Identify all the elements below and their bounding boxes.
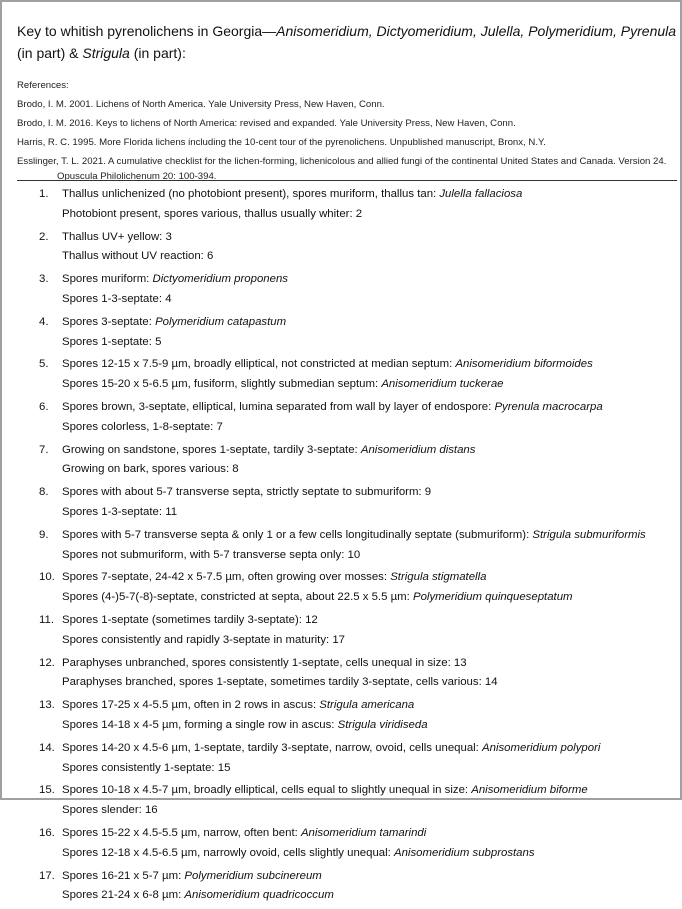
key-lead-a <box>2 185 682 205</box>
taxon-name: Anisomeridium quadricoccum <box>184 889 334 902</box>
key-lead-b <box>2 588 682 608</box>
key-lead-b <box>2 460 682 480</box>
lead-text: Spores 17-25 x 4-5.5 µm, often in 2 rows in ascus: <box>62 699 320 712</box>
key-lead-b <box>2 418 682 438</box>
key-lead-a <box>2 398 682 418</box>
taxon-name: Anisomeridium polypori <box>482 741 601 754</box>
lead-text: Paraphyses branched, spores 1-septate, sometimes tardily 3-septate, cells various: 14 <box>62 676 498 689</box>
taxon-name: Polymeridium subcinereum <box>184 869 322 882</box>
couplet-number: 9. <box>39 528 49 541</box>
key-couplet <box>2 696 682 736</box>
taxon-name: Strigula stigmatella <box>390 571 487 584</box>
dichotomous-key <box>2 185 682 909</box>
key-lead-b <box>2 673 682 693</box>
key-lead-b <box>2 716 682 736</box>
taxon-name: Strigula viridiseda <box>337 718 428 731</box>
key-lead-a <box>2 526 682 546</box>
key-couplet <box>2 568 682 608</box>
taxon-name: Anisomeridium distans <box>360 443 476 456</box>
lead-text: Spores not submuriform, with 5-7 transverse septa only: 10 <box>62 548 361 561</box>
lead-text: Spores muriform: <box>62 273 153 286</box>
title-mid: (in part) & <box>17 45 83 61</box>
lead-text: Photobiont present, spores various, thallus usually whiter: 2 <box>62 207 363 220</box>
taxon-name: Anisomeridium biforme <box>471 784 588 797</box>
key-couplet <box>2 654 682 694</box>
lead-text: Spores 12-15 x 7.5-9 µm, broadly elliptical, not constricted at median septum: <box>62 358 456 371</box>
lead-text: Spores colorless, 1-8-septate: 7 <box>62 420 223 433</box>
key-lead-a <box>2 441 682 461</box>
couplet-number: 8. <box>39 486 49 499</box>
key-couplet <box>2 611 682 651</box>
lead-text: Spores 1-septate: 5 <box>62 335 162 348</box>
lead-text: Spores (4-)5-7(-8)-septate, constricted at septa, about 22.5 x 5.5 µm: <box>62 591 413 604</box>
lead-text: Paraphyses unbranched, spores consistently 1-septate, cells unequal in size: 13 <box>62 656 467 669</box>
lead-text: Spores consistently 1-septate: 15 <box>62 761 231 774</box>
key-couplet <box>2 270 682 310</box>
key-couplet <box>2 867 682 907</box>
taxon-name: Dictyomeridium proponens <box>152 273 288 286</box>
lead-text: Growing on bark, spores various: 8 <box>62 463 239 476</box>
key-lead-b <box>2 631 682 651</box>
key-lead-a <box>2 654 682 674</box>
title-genus-last: Strigula <box>82 45 130 61</box>
lead-text: Spores 14-20 x 4.5-6 µm, 1-septate, tardily 3-septate, narrow, ovoid, cells unequal: <box>62 741 483 754</box>
key-couplet <box>2 483 682 523</box>
reference-item: Brodo, I. M. 2001. Lichens of North America. Yale University Press, New Haven, Conn. <box>17 99 385 110</box>
key-lead-b <box>2 503 682 523</box>
key-lead-b <box>2 546 682 566</box>
lead-text: Spores 10-18 x 4.5-7 µm, broadly elliptical, cells equal to slightly unequal in size: <box>62 784 472 797</box>
key-lead-b <box>2 333 682 353</box>
lead-text: Spores 7-septate, 24-42 x 5-7.5 µm, often growing over mosses: <box>62 571 391 584</box>
couplet-number: 5. <box>39 358 49 371</box>
taxon-name: Anisomeridium tuckerae <box>381 378 504 391</box>
references-heading: References: <box>17 80 69 91</box>
couplet-number: 11. <box>39 613 54 626</box>
key-lead-b <box>2 205 682 225</box>
title-suffix: (in part): <box>129 45 186 61</box>
key-couplet <box>2 781 682 821</box>
key-lead-a <box>2 739 682 759</box>
key-lead-b <box>2 247 682 267</box>
key-couplet <box>2 185 682 225</box>
lead-text: Thallus without UV reaction: 6 <box>62 250 214 263</box>
taxon-name: Anisomeridium subprostans <box>394 846 535 859</box>
key-lead-a <box>2 824 682 844</box>
key-couplet <box>2 739 682 779</box>
key-couplet <box>2 355 682 395</box>
couplet-number: 2. <box>39 230 49 243</box>
key-lead-a <box>2 355 682 375</box>
key-lead-b <box>2 886 682 906</box>
couplet-number: 16. <box>39 826 55 839</box>
couplet-number: 7. <box>39 443 49 456</box>
title-prefix: Key to whitish pyrenolichens in Georgia— <box>17 23 277 39</box>
key-lead-a <box>2 568 682 588</box>
couplet-number: 14. <box>39 741 55 754</box>
couplet-number: 4. <box>39 315 49 328</box>
section-divider <box>17 180 677 181</box>
reference-item: Esslinger, T. L. 2021. A cumulative checklist for the lichen-forming, lichenicolous and allied fungi of the continental United States and Canada. Version 24. Opuscula Philolichenum 20: 100-394. <box>17 156 667 182</box>
couplet-number: 3. <box>39 273 49 286</box>
reference-item: Harris, R. C. 1995. More Florida lichens including the 10-cent tour of the pyrenolichens. Unpublished manuscript, Bronx, N.Y. <box>17 137 546 148</box>
taxon-name: Pyrenula macrocarpa <box>494 400 603 413</box>
taxon-name: Polymeridium quinqueseptatum <box>412 591 573 604</box>
lead-text: Spores 1-3-septate: 4 <box>62 292 172 305</box>
taxon-name: Polymeridium catapastum <box>155 315 287 328</box>
page-title <box>17 20 677 64</box>
lead-text: Spores with 5-7 transverse septa & only 1 or a few cells longitudinally septate (submuriform): <box>62 528 533 541</box>
lead-text: Spores 12-18 x 4.5-6.5 µm, narrowly ovoid, cells slightly unequal: <box>62 846 394 859</box>
key-lead-b <box>2 375 682 395</box>
taxon-name: Julella fallaciosa <box>439 188 523 200</box>
lead-text: Spores slender: 16 <box>62 804 158 817</box>
couplet-number: 15. <box>39 784 55 797</box>
lead-text: Spores 3-septate: <box>62 315 156 328</box>
couplet-number: 13. <box>39 699 55 712</box>
key-couplet <box>2 228 682 268</box>
taxon-name: Anisomeridium biformoides <box>455 358 593 371</box>
lead-text: Spores with about 5-7 transverse septa, strictly septate to submuriform: 9 <box>62 486 432 499</box>
key-couplet <box>2 313 682 353</box>
taxon-name: Strigula submuriformis <box>532 528 646 541</box>
key-lead-a <box>2 313 682 333</box>
lead-text: Growing on sandstone, spores 1-septate, tardily 3-septate: <box>62 443 361 456</box>
key-lead-a <box>2 867 682 887</box>
lead-text: Thallus unlichenized (no photobiont present), spores muriform, thallus tan: <box>62 188 440 200</box>
lead-text: Spores consistently and rapidly 3-septate in maturity: 17 <box>62 633 346 646</box>
key-couplet <box>2 398 682 438</box>
key-couplet <box>2 441 682 481</box>
lead-text: Spores 16-21 x 5-7 µm: <box>62 869 185 882</box>
key-lead-a <box>2 270 682 290</box>
lead-text: Spores 1-septate (sometimes tardily 3-septate): 12 <box>62 613 318 626</box>
key-lead-a <box>2 611 682 631</box>
taxon-name: Strigula americana <box>319 699 415 712</box>
key-lead-a <box>2 228 682 248</box>
couplet-number: 6. <box>39 400 49 413</box>
key-lead-b <box>2 759 682 779</box>
key-lead-b <box>2 844 682 864</box>
lead-text: Spores 1-3-septate: 11 <box>62 505 178 518</box>
title-genera: Anisomeridium, Dictyomeridium, Julella, Polymeridium, Pyrenula <box>276 23 677 39</box>
lead-text: Thallus UV+ yellow: 3 <box>62 230 172 243</box>
key-lead-a <box>2 781 682 801</box>
key-lead-a <box>2 696 682 716</box>
key-lead-b <box>2 290 682 310</box>
lead-text: Spores 21-24 x 6-8 µm: <box>62 889 185 902</box>
key-couplet <box>2 526 682 566</box>
key-lead-a <box>2 483 682 503</box>
lead-text: Spores brown, 3-septate, elliptical, lumina separated from wall by layer of endospore: <box>62 400 495 413</box>
references-section <box>17 78 677 188</box>
reference-item: Brodo, I. M. 2016. Keys to lichens of North America: revised and expanded. Yale University Press, New Haven, Conn. <box>17 118 516 129</box>
couplet-number: 12. <box>39 656 55 669</box>
lead-text: Spores 15-22 x 4.5-5.5 µm, narrow, often bent: <box>62 826 301 839</box>
key-couplet <box>2 824 682 864</box>
couplet-number: 1. <box>39 188 49 200</box>
lead-text: Spores 14-18 x 4-5 µm, forming a single row in ascus: <box>62 718 338 731</box>
taxon-name: Anisomeridium tamarindi <box>300 826 427 839</box>
couplet-number: 10. <box>39 571 55 584</box>
couplet-number: 17. <box>39 869 55 882</box>
lead-text: Spores 15-20 x 5-6.5 µm, fusiform, slightly submedian septum: <box>62 378 382 391</box>
key-lead-b <box>2 801 682 821</box>
